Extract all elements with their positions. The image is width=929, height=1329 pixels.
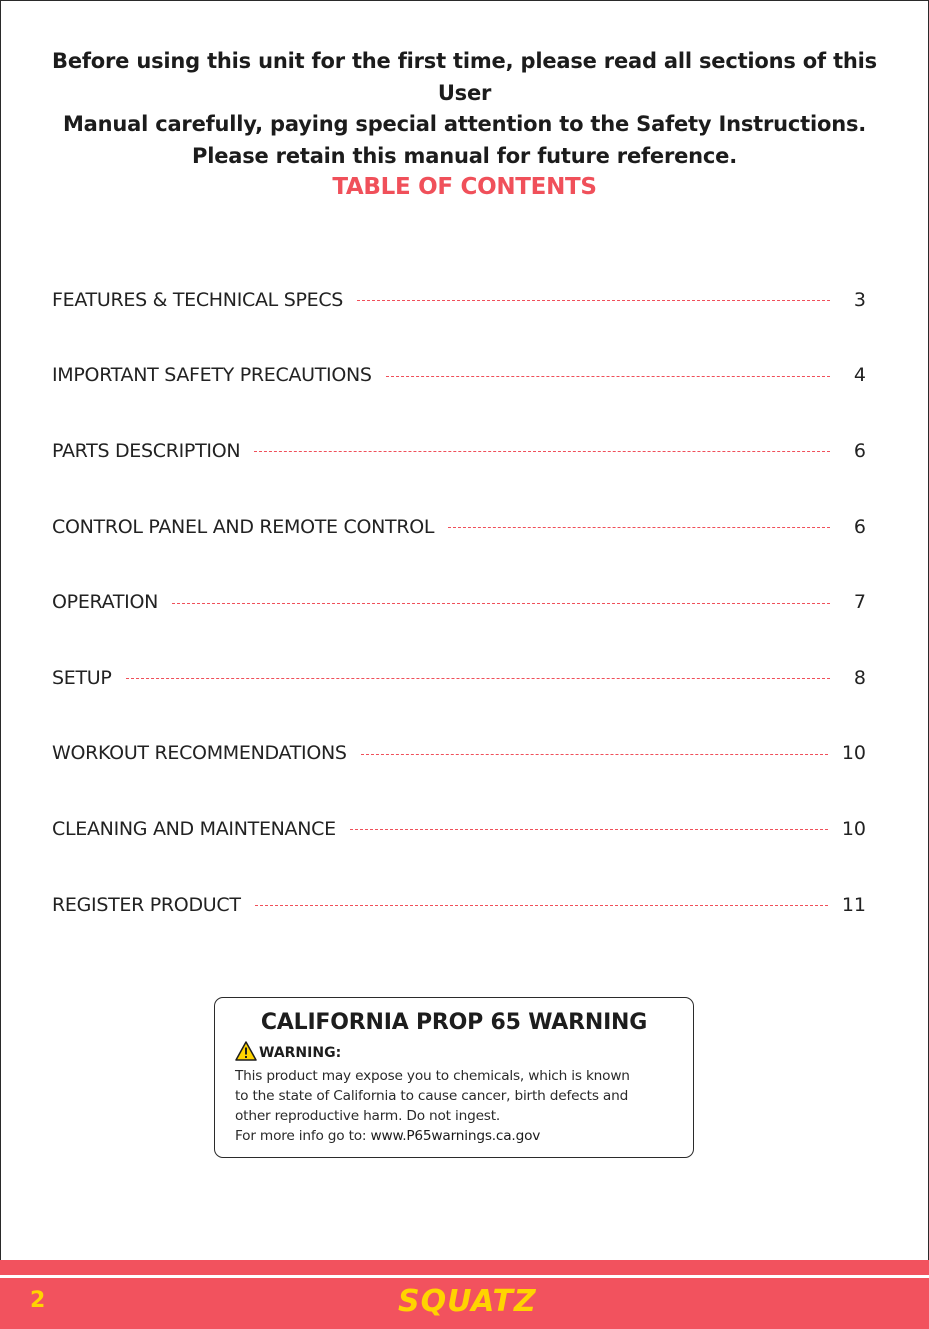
page-number: 2 [30, 1288, 46, 1313]
toc-entry[interactable] [52, 640, 866, 716]
toc-leader-line [361, 754, 828, 755]
toc-entry-page: 3 [853, 288, 866, 311]
toc-leader-line [255, 905, 828, 906]
toc-entry-label: CLEANING AND MAINTENANCE [52, 817, 336, 840]
more-info-prefix: For more info go to: [235, 1128, 371, 1144]
toc-entry-label: PARTS DESCRIPTION [52, 439, 241, 462]
toc-entry[interactable] [52, 867, 866, 943]
toc-entry[interactable] [52, 564, 866, 640]
toc-title: TABLE OF CONTENTS [332, 174, 597, 200]
toc-entry-label: WORKOUT RECOMMENDATIONS [52, 742, 347, 765]
toc-entry-page: 6 [853, 515, 866, 538]
toc-entry[interactable] [52, 262, 866, 338]
brand-logo: SQUATZ [398, 1284, 537, 1319]
toc-leader-line [386, 376, 830, 377]
toc-leader-line [126, 678, 830, 679]
toc-entry-label: OPERATION [52, 591, 159, 614]
warning-line [235, 1041, 673, 1065]
toc-leader-line [254, 451, 830, 452]
prop65-body-line-2: to the state of California to cause cancer, birth defects and [235, 1088, 629, 1104]
toc-entry[interactable] [52, 338, 866, 414]
toc-entry-page: 10 [841, 742, 866, 765]
intro-line-1: Before using this unit for the first time, please read all sections of this User [52, 49, 877, 105]
toc-entry-page: 4 [853, 364, 866, 387]
intro-line-2: Manual carefully, paying special attention to the Safety Instructions. [62, 112, 867, 136]
prop65-heading: CALIFORNIA PROP 65 WARNING [260, 1010, 648, 1035]
toc-entry-label: REGISTER PRODUCT [52, 893, 241, 916]
toc-entry[interactable] [52, 489, 866, 565]
toc-entry[interactable] [52, 716, 866, 792]
p65-url-link[interactable]: www.P65warnings.ca.gov [370, 1128, 541, 1144]
toc-entry-label: FEATURES & TECHNICAL SPECS [52, 288, 344, 311]
toc-entry-page: 6 [853, 439, 866, 462]
toc-entry-label: CONTROL PANEL AND REMOTE CONTROL [52, 515, 435, 538]
toc-entry-label: IMPORTANT SAFETY PRECAUTIONS [52, 364, 372, 387]
warning-triangle-icon [235, 1041, 259, 1065]
more-info-line [235, 1126, 673, 1146]
toc-leader-line [448, 527, 830, 528]
prop65-body-line-1: This product may expose you to chemicals, which is known [235, 1068, 630, 1084]
table-of-contents [52, 262, 866, 942]
toc-entry[interactable] [52, 413, 866, 489]
toc-entry-page: 11 [841, 893, 866, 916]
toc-entry-page: 10 [841, 817, 866, 840]
toc-entry-page: 8 [853, 666, 866, 689]
toc-entry-label: SETUP [52, 666, 112, 689]
prop65-warning-box [214, 997, 694, 1158]
warning-label: WARNING: [259, 1045, 342, 1061]
prop65-body [235, 1066, 673, 1126]
intro-notice [30, 46, 899, 172]
prop65-body-line-3: other reproductive harm. Do not ingest. [235, 1108, 501, 1124]
toc-entry[interactable] [52, 791, 866, 867]
toc-leader-line [357, 300, 830, 301]
toc-leader-line [350, 829, 828, 830]
footer-divider [0, 1275, 929, 1278]
intro-line-3: Please retain this manual for future reference. [192, 143, 737, 168]
toc-leader-line [172, 603, 830, 604]
toc-entry-page: 7 [853, 591, 866, 614]
